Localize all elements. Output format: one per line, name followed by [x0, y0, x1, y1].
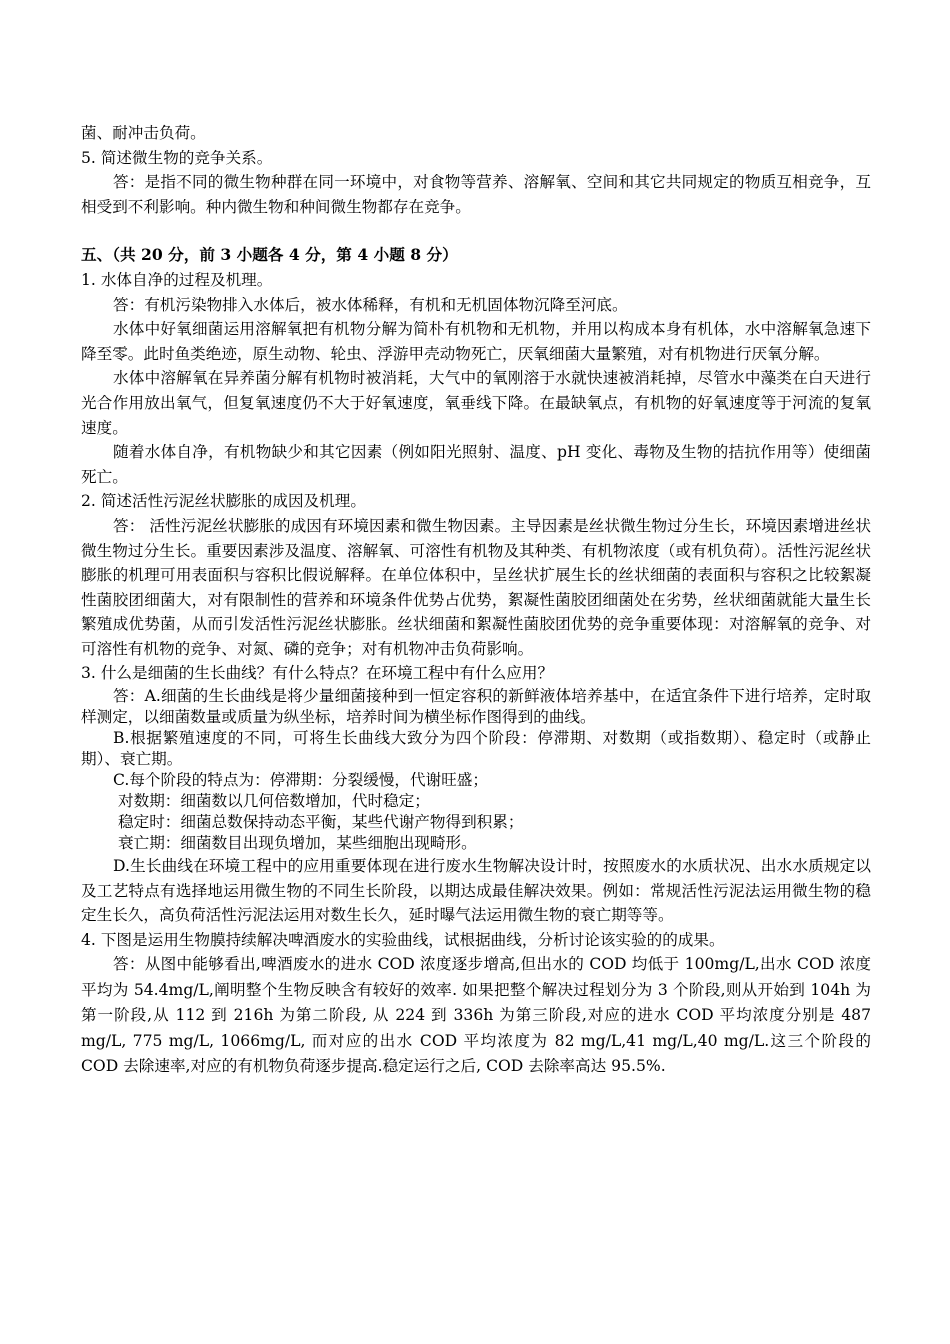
question-4: 4. 下图是运用生物膜持续解决啤酒废水的实验曲线，试根据曲线，分析讨论该实验的的成果。	[81, 930, 725, 949]
text-line: 菌、耐冲击负荷。	[81, 124, 206, 142]
answer-3-c-item: 稳定时：细菌总数保持动态平衡，某些代谢产物得到积累；	[118, 813, 524, 832]
answer-2: 答： 活性污泥丝状膨胀的成因有环境因素和微生物因素。主导因素是丝状微生物过分生长，环境因素增进丝状微生物过分生长。重要因素涉及温度、溶解氧、可溶性有机物及其种类、有机物浓度（或有机负荷）。活性污泥丝状膨胀的机理可用表面积与容积比假说解释。在单位体积中，呈丝状扩展生长的丝状细菌的表面积与容积之比较絮凝性菌胶团细菌大，对有限制性的营养和环境条件优势占优势，絮凝性菌胶团细菌处在劣势，丝状细菌就能大量生长繁殖成优势菌，从而引发活性污泥丝状膨胀。丝状细菌和絮凝性菌胶团优势的竞争重要体现：对溶解氧的竞争、对可溶性有机物的竞争、对氮、磷的竞争；对有机物冲击负荷影响。	[81, 516, 871, 658]
answer-1-para: 水体中好氧细菌运用溶解氧把有机物分解为简朴有机物和无机物，并用以构成本身有机体，水中溶解氧急速下降至零。此时鱼类绝迹，原生动物、轮虫、浮游甲壳动物死亡，厌氧细菌大量繁殖，对有机物进行厌氧分解。	[81, 320, 871, 363]
question-1: 1. 水体自净的过程及机理。	[81, 270, 273, 289]
answer-3-d: D.生长曲线在环境工程中的应用重要体现在进行废水生物解决设计时，按照废水的水质状况、出水水质规定以及工艺特点有选择地运用微生物的不同生长阶段，以期达成最佳解决效果。例如：常规活性污泥法运用微生物的稳定生长久，高负荷活性污泥法运用对数生长久，延时曝气法运用微生物的衰亡期等等。	[81, 857, 871, 925]
answer-1-para: 水体中溶解氧在异养菌分解有机物时被消耗，大气中的氧刚溶于水就快速被消耗掉，尽管水中藻类在白天进行光合作用放出氧气，但复氧速度仍不大于好氧速度，氧垂线下降。在最缺氧点，有机物的好氧速度等于河流的复氧速度。	[81, 369, 871, 437]
section-heading: 五、（共 20 分，前 3 小题各 4 分，第 4 小题 8 分）	[81, 245, 458, 265]
answer-3-c-item: 对数期：细菌数以几何倍数增加，代时稳定；	[118, 792, 430, 811]
answer-1-para: 随着水体自净，有机物缺少和其它因素（例如阳光照射、温度、pH 变化、毒物及生物的拮抗作用等）使细菌死亡。	[81, 443, 871, 486]
answer-3-b: B.根据繁殖速度的不同，可将生长曲线大致分为四个阶段：停滞期、对数期（或指数期）、稳定时（或静止期）、衰亡期。	[81, 729, 871, 769]
document-page	[81, 121, 871, 1080]
answer-3-c: C.每个阶段的特点为：停滞期：分裂缓慢，代谢旺盛；	[113, 771, 488, 790]
question-5: 5. 简述微生物的竞争关系。	[81, 148, 273, 167]
answer-3-a: 答：A.细菌的生长曲线是将少量细菌接种到一恒定容积的新鲜液体培养基中，在适宜条件下进行培养，定时取样测定，以细菌数量或质量为纵坐标，培养时间为横坐标作图得到的曲线。	[81, 687, 871, 727]
answer-3-c-item: 衰亡期：细菌数目出现负增加，某些细胞出现畸形。	[118, 834, 477, 853]
question-3: 3. 什么是细菌的生长曲线？有什么特点？在环境工程中有什么应用？	[81, 664, 554, 683]
answer-1-para: 答：有机污染物排入水体后，被水体稀释，有机和无机固体物沉降至河底。	[113, 295, 628, 314]
spacer	[81, 219, 871, 243]
answer-4: 答：从图中能够看出,啤酒废水的进水 COD 浓度逐步增高,但出水的 COD 均低于 100mg/L,出水 COD 浓度平均为 54.4mg/L,阐明整个生物反映含有较好的效率. 如果把整个解决过程划分为 3 个阶段,则从开始到 104h 为第一阶段,从 112 到 216h 为第二阶段, 从 224 到 336h 为第三阶段,对应的进水 COD 平均浓度分别是 487 mg/L, 775 mg/L, 1066mg/L, 而对应的出水 COD 平均浓度为 82 mg/L,41 mg/L,40 mg/L.这三个阶段的 COD 去除速率,对应的有机物负荷逐步提高.稳定运行之后, COD 去除率高达 95.5%.	[81, 955, 871, 1076]
answer-5: 答：是指不同的微生物种群在同一环境中，对食物等营养、溶解氧、空间和其它共同规定的物质互相竞争，互相受到不利影响。种内微生物和种间微生物都存在竞争。	[81, 173, 871, 216]
question-2: 2. 简述活性污泥丝状膨胀的成因及机理。	[81, 492, 366, 511]
